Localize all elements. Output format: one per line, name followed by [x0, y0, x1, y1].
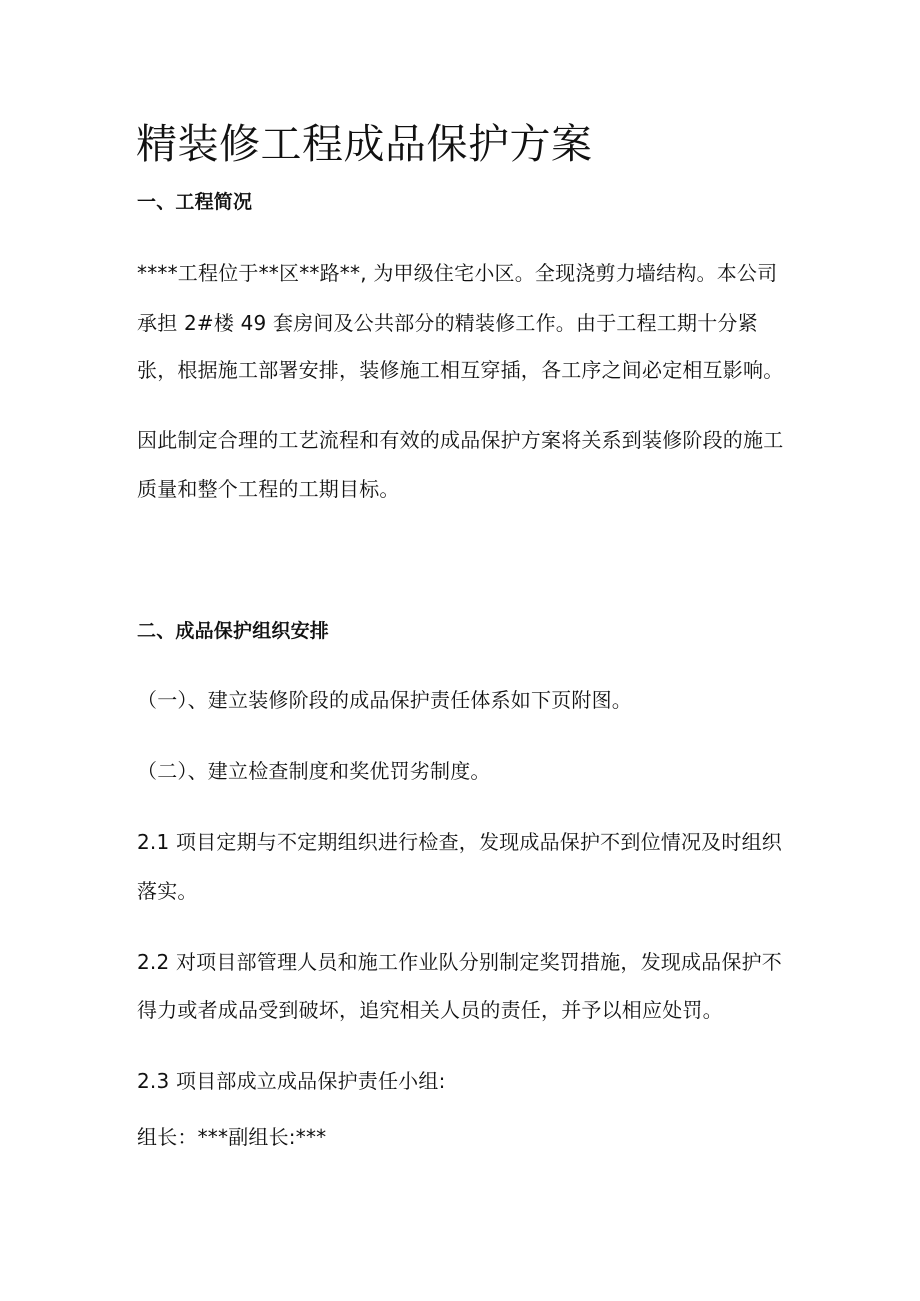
section-2-heading: 二、成品保护组织安排	[137, 620, 330, 642]
section-2-line-5: 2.2 对项目部管理人员和施工作业队分别制定奖罚措施，发现成品保护不	[137, 950, 782, 974]
section-2-line-7: 2.3 项目部成立成品保护责任小组:	[137, 1069, 446, 1093]
section-1-line-1: ****工程位于**区**路**, 为甲级住宅小区。全现浇剪力墙结构。本公司	[137, 261, 778, 285]
section-1-line-2: 承担 2#楼 49 套房间及公共部分的精装修工作。由于工程工期十分紧	[137, 311, 758, 335]
section-2-line-4: 落实。	[137, 879, 198, 903]
document-title: 精装修工程成品保护方案	[136, 120, 593, 168]
section-2-line-3: 2.1 项目定期与不定期组织进行检查，发现成品保护不到位情况及时组织	[137, 830, 782, 854]
section-2-line-8: 组长：***副组长:***	[137, 1125, 327, 1149]
section-1-line-5: 质量和整个工程的工期目标。	[137, 477, 400, 501]
section-2-line-2: （二）、建立检查制度和奖优罚劣制度。	[137, 759, 491, 783]
section-1-line-4: 因此制定合理的工艺流程和有效的成品保护方案将关系到装修阶段的施工	[137, 428, 784, 452]
section-1-heading: 一、工程简况	[137, 191, 253, 213]
section-1-line-3: 张，根据施工部署安排，装修施工相互穿插，各工序之间必定相互影响。	[137, 358, 784, 382]
section-2-line-6: 得力或者成品受到破坏，追究相关人员的责任，并予以相应处罚。	[137, 998, 723, 1022]
section-2-line-1: （一）、建立装修阶段的成品保护责任体系如下页附图。	[137, 688, 632, 712]
